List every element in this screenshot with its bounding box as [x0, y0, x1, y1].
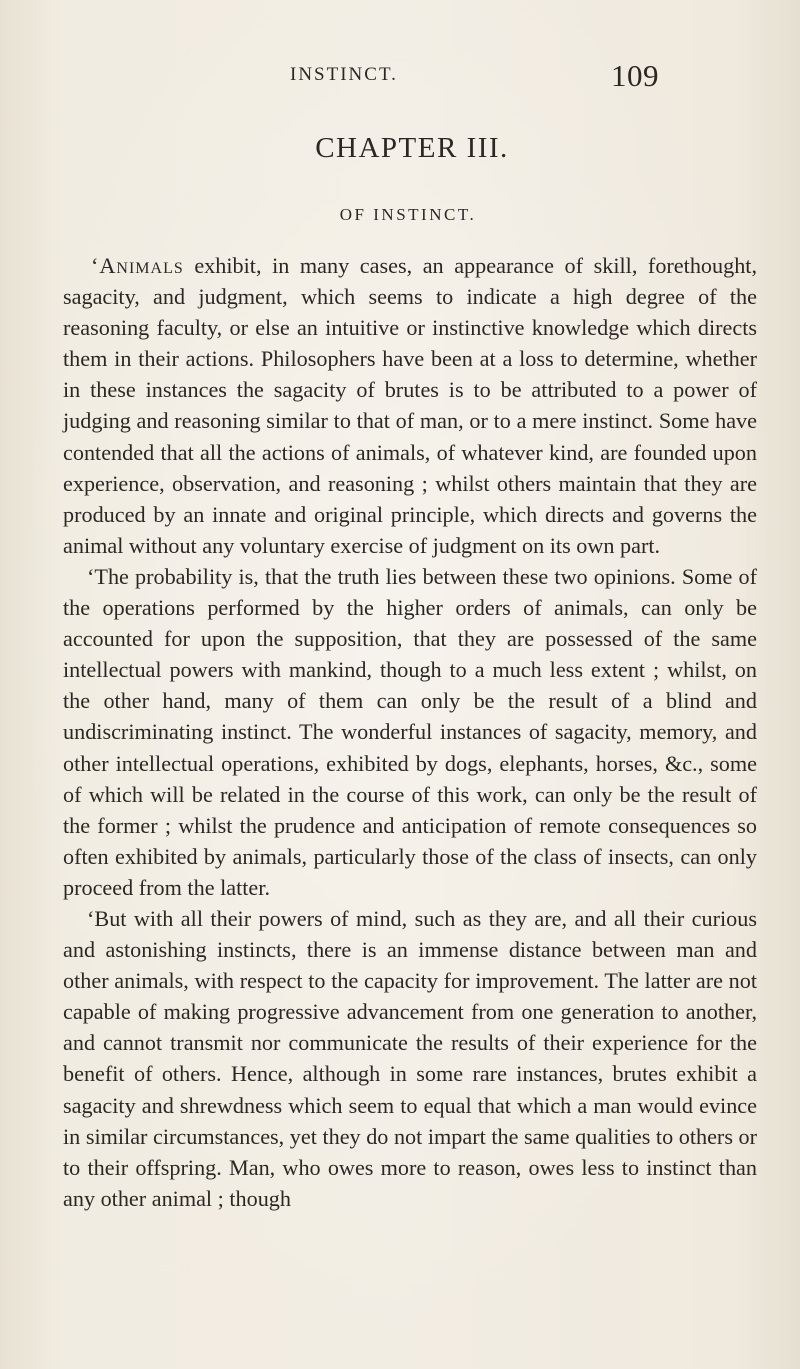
paragraph: ‘But with all their powers of mind, such as they are, and all their curious and astonishing instincts, there is an immense distance between man and other animals, with respect to the capacity for improvement. The latter are not capable of making progressive advancement from one generation to another, and cannot transmit nor communicate the results of their experience for the benefit of others. Hence, although in some rare instances, brutes exhibit a sagacity and shrewdness which seem to equal that which a man would evince in similar circumstances, yet they do not impart the same qualities to others or to their offspring. Man, who owes more to reason, owes less to instinct than any other animal ; though — [63, 905, 757, 1211]
chapter-heading: CHAPTER III. — [315, 132, 509, 164]
paragraph — [63, 250, 757, 561]
running-title: INSTINCT. — [290, 64, 398, 85]
paragraph-lead-word: ‘Animals — [91, 253, 184, 278]
running-head — [0, 58, 800, 94]
paragraph-text: exhibit, in many cases, an appearance of skill, forethought, sagacity, and judgment, which seems to indicate a high degree of the reasoning faculty, or else an intuitive or instinctive knowledge which directs them in their actions. Philosophers have been at a loss to determine, whether in these instances the sagacity of brutes is to be attributed to a power of judging and reasoning similar to that of man, or to a mere instinct. Some have contended that all the actions of animals, of whatever kind, are founded upon experience, observation, and reasoning ; whilst others maintain that they are produced by an innate and original principle, which directs and governs the animal without any voluntary exercise of judgment on its own part. — [63, 253, 757, 558]
body-text — [63, 250, 757, 1214]
page-number: 109 — [611, 58, 659, 93]
section-title: OF INSTINCT. — [339, 205, 477, 224]
paragraph: ‘The probability is, that the truth lies between these two opinions. Some of the operations performed by the higher orders of animals, can only be accounted for upon the supposition, that they are possessed of the same intellectual powers with mankind, though to a much less extent ; whilst, on the other hand, many of them can only be the result of a blind and undiscriminating instinct. The wonderful instances of sagacity, memory, and other intellectual operations, exhibited by dogs, elephants, horses, &c., some of which will be related in the course of this work, can only be the result of the former ; whilst the prudence and anticipation of remote consequences so often exhibited by animals, particularly those of the class of insects, can only proceed from the latter. — [63, 563, 757, 900]
